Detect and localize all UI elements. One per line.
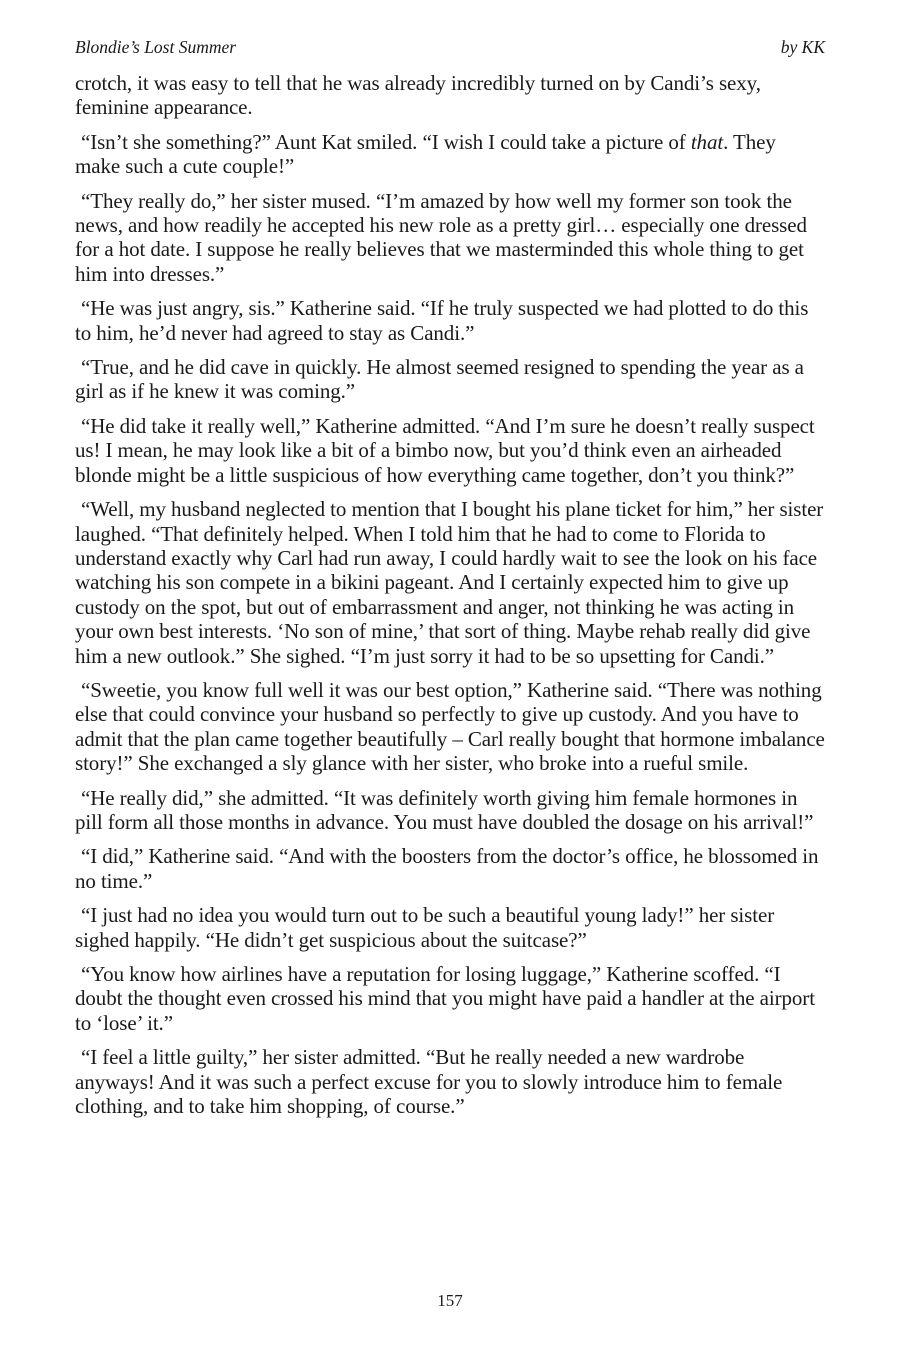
author-credit: by KK	[780, 37, 825, 57]
paragraph: “You know how airlines have a reputation for losing luggage,” Katherine scoffed. “I doubt the thought even crossed his mind that you might have paid a handler at the airport to ‘lose’ it.”	[75, 962, 815, 1035]
body-text	[75, 71, 825, 1128]
paragraph: “He really did,” she admitted. “It was definitely worth giving him female hormones in pill form all those months in advance. You must have doubled the dosage on his arrival!”	[75, 785, 814, 834]
paragraph-text: . They make such a cute couple!”	[75, 129, 776, 179]
paragraph: crotch, it was easy to tell that he was already incredibly turned on by Candi’s sexy, feminine appearance.	[75, 71, 761, 120]
paragraph-text: “Isn’t she something?” Aunt Kat smiled. “I wish I could take a picture of	[81, 129, 691, 154]
paragraph: “I feel a little guilty,” her sister admitted. “But he really needed a new wardrobe anyways! And it was such a perfect excuse for you to slowly introduce him to female clothing, and to take him shopping, of course.”	[75, 1045, 783, 1119]
paragraph: “I did,” Katherine said. “And with the boosters from the doctor’s office, he blossomed in no time.”	[75, 844, 819, 893]
running-head	[75, 36, 825, 58]
paragraph: “He did take it really well,” Katherine admitted. “And I’m sure he doesn’t really suspect us! I mean, he may look like a bit of a bimbo now, but you’d think even an airheaded blonde might be a little suspicious of how everything came together, don’t you think?”	[75, 413, 815, 487]
emphasized-word: that	[690, 129, 724, 154]
paragraph: “He was just angry, sis.” Katherine said. “If he truly suspected we had plotted to do this to him, he’d never had agreed to stay as Candi.”	[75, 296, 809, 345]
page-number: 157	[437, 1291, 463, 1310]
book-title: Blondie’s Lost Summer	[75, 37, 237, 57]
paragraph: “True, and he did cave in quickly. He almost seemed resigned to spending the year as a girl as if he knew it was coming.”	[75, 355, 804, 404]
paragraph	[75, 130, 825, 179]
paragraph: “I just had no idea you would turn out to be such a beautiful young lady!” her sister sighed happily. “He didn’t get suspicious about the suitcase?”	[75, 903, 775, 952]
paragraph: “They really do,” her sister mused. “I’m amazed by how well my former son took the news, and how readily he accepted his new role as a pretty girl… especially one dressed for a hot date. I suppose he really believes that we masterminded this whole thing to get him into dresses.”	[75, 188, 807, 286]
paragraph: “Well, my husband neglected to mention that I bought his plane ticket for him,” her sister laughed. “That definitely helped. When I told him that he had to come to Florida to understand exactly why Carl had run away, I could hardly wait to see the look on his face watching his son compete in a bikini pageant. And I certainly expected him to give up custody on the spot, but out of embarrassment and anger, not thinking he was acting in your own best interests. ‘No son of mine,’ that sort of thing. Maybe rehab really did give him a new outlook.” She sighed. “I’m just sorry it had to be so upsetting for Candi.”	[75, 497, 824, 668]
paragraph: “Sweetie, you know full well it was our best option,” Katherine said. “There was nothing else that could convince your husband so perfectly to give up custody. And you have to admit that the plan came together beautifully – Carl really bought that hormone imbalance story!” She exchanged a sly glance with her sister, who broke into a rueful smile.	[75, 677, 825, 776]
